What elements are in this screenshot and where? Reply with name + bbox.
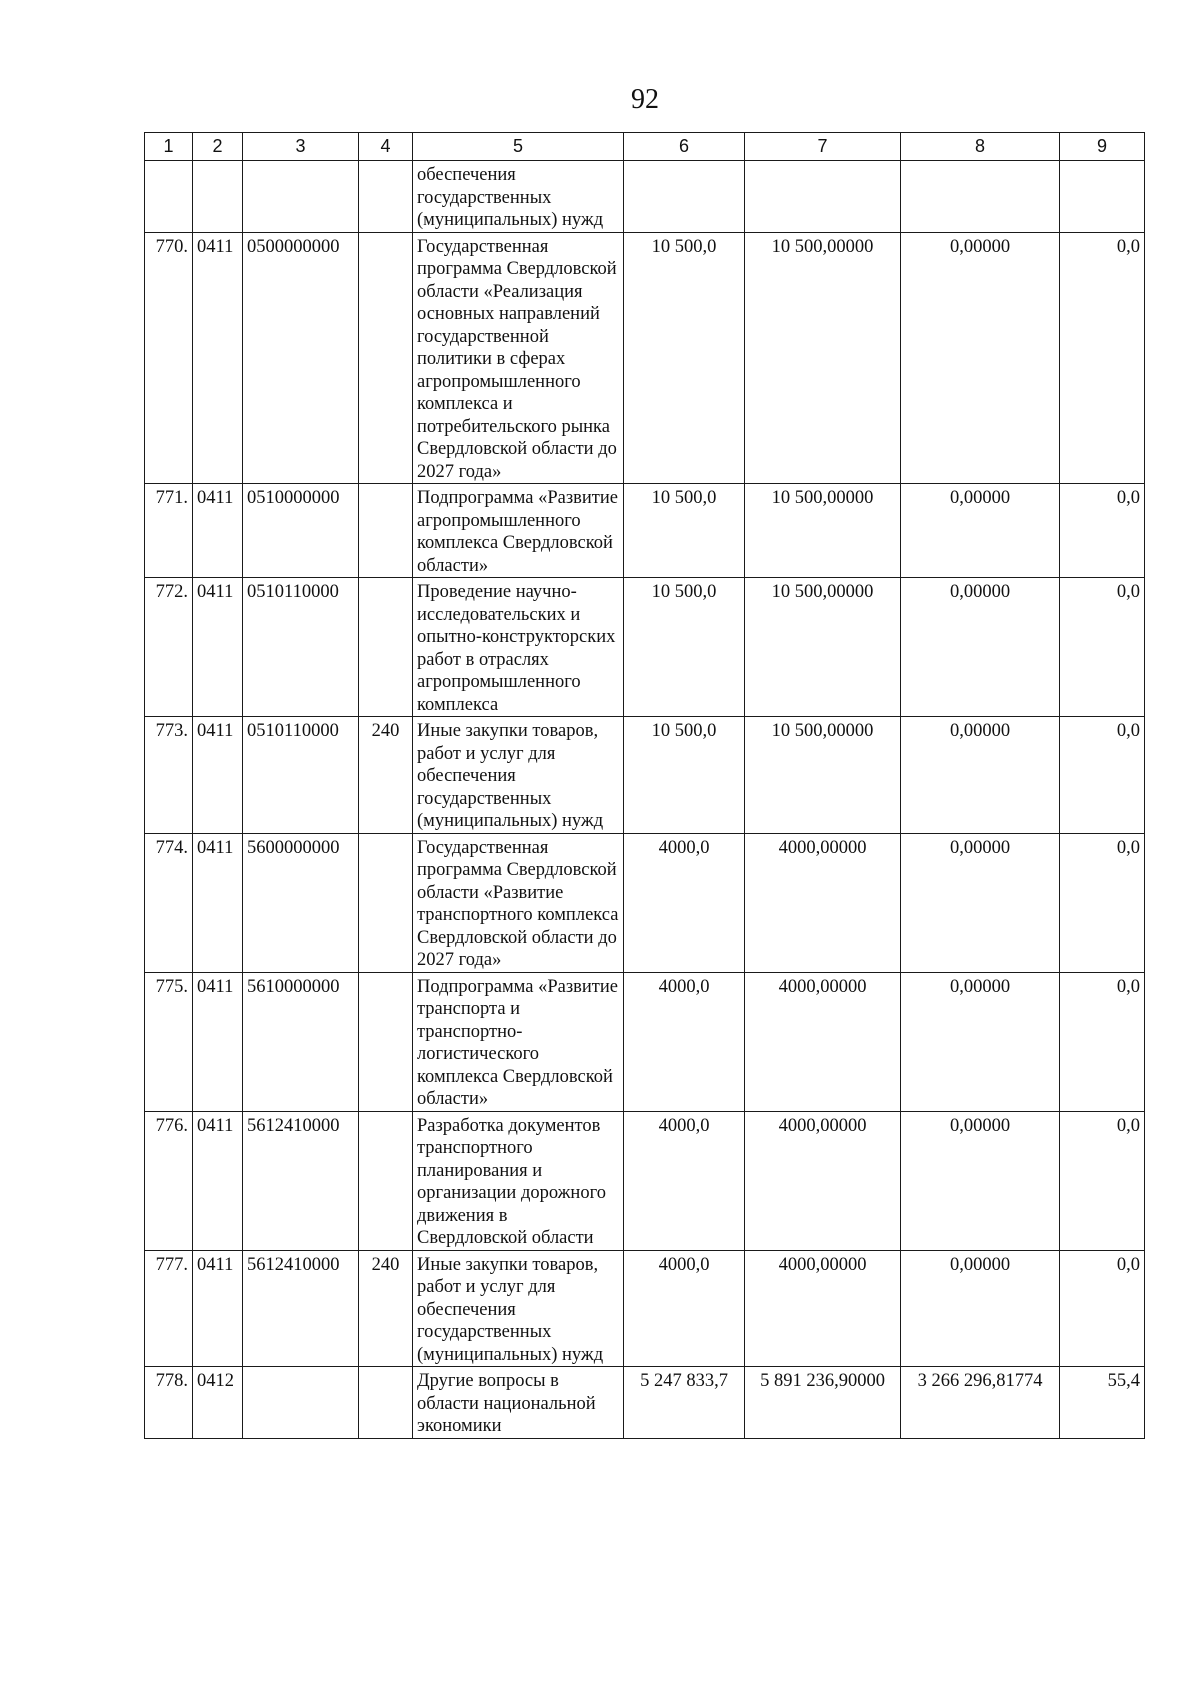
executed-amount: 0,00000 bbox=[901, 1111, 1060, 1250]
item-name: Подпрограмма «Развитие агропромышленного комплекса Свердловской области» bbox=[413, 484, 624, 578]
execution-percent bbox=[1060, 161, 1145, 233]
execution-percent: 0,0 bbox=[1060, 717, 1145, 834]
plan-amount bbox=[624, 161, 745, 233]
item-name: Государственная программа Свердловской области «Реализация основных направлений государственной политики в сферах агропромышленного комплекса и потребительского рынка Свердловской области до 2027 года» bbox=[413, 232, 624, 484]
approved-amount: 10 500,00000 bbox=[745, 484, 901, 578]
section-code: 0411 bbox=[193, 484, 243, 578]
section-code: 0411 bbox=[193, 1111, 243, 1250]
row-number: 773. bbox=[145, 717, 193, 834]
approved-amount: 4000,00000 bbox=[745, 1250, 901, 1367]
item-name: Подпрограмма «Развитие транспорта и транспортно-логистического комплекса Свердловской области» bbox=[413, 972, 624, 1111]
executed-amount: 3 266 296,81774 bbox=[901, 1367, 1060, 1439]
table-row bbox=[145, 1367, 1145, 1439]
plan-amount: 4000,0 bbox=[624, 972, 745, 1111]
execution-percent: 0,0 bbox=[1060, 1250, 1145, 1367]
expense-type-code bbox=[359, 972, 413, 1111]
plan-amount: 4000,0 bbox=[624, 833, 745, 972]
section-code: 0411 bbox=[193, 972, 243, 1111]
target-article-code: 0510110000 bbox=[243, 717, 359, 834]
expense-type-code bbox=[359, 1111, 413, 1250]
executed-amount: 0,00000 bbox=[901, 717, 1060, 834]
executed-amount: 0,00000 bbox=[901, 833, 1060, 972]
item-name: Иные закупки товаров, работ и услуг для обеспечения государственных (муниципальных) нужд bbox=[413, 717, 624, 834]
item-name: Разработка документов транспортного планирования и организации дорожного движения в Свердловской области bbox=[413, 1111, 624, 1250]
execution-percent: 55,4 bbox=[1060, 1367, 1145, 1439]
item-name: Другие вопросы в области национальной экономики bbox=[413, 1367, 624, 1439]
executed-amount: 0,00000 bbox=[901, 578, 1060, 717]
column-header: 1 bbox=[145, 133, 193, 161]
plan-amount: 10 500,0 bbox=[624, 717, 745, 834]
expense-type-code bbox=[359, 161, 413, 233]
column-header: 3 bbox=[243, 133, 359, 161]
plan-amount: 10 500,0 bbox=[624, 578, 745, 717]
column-header: 4 bbox=[359, 133, 413, 161]
item-name: Проведение научно-исследовательских и опытно-конструкторских работ в отраслях агропромышленного комплекса bbox=[413, 578, 624, 717]
executed-amount: 0,00000 bbox=[901, 484, 1060, 578]
expense-type-code bbox=[359, 484, 413, 578]
row-number: 771. bbox=[145, 484, 193, 578]
table-row bbox=[145, 232, 1145, 484]
row-number bbox=[145, 161, 193, 233]
target-article-code: 0510000000 bbox=[243, 484, 359, 578]
column-header: 5 bbox=[413, 133, 624, 161]
section-code: 0411 bbox=[193, 717, 243, 834]
table-row bbox=[145, 833, 1145, 972]
table-row bbox=[145, 972, 1145, 1111]
column-header: 8 bbox=[901, 133, 1060, 161]
approved-amount: 10 500,00000 bbox=[745, 578, 901, 717]
approved-amount: 4000,00000 bbox=[745, 1111, 901, 1250]
table-row bbox=[145, 161, 1145, 233]
target-article-code: 5612410000 bbox=[243, 1250, 359, 1367]
table-row bbox=[145, 1250, 1145, 1367]
target-article-code: 0500000000 bbox=[243, 232, 359, 484]
target-article-code: 0510110000 bbox=[243, 578, 359, 717]
target-article-code bbox=[243, 1367, 359, 1439]
section-code: 0411 bbox=[193, 1250, 243, 1367]
approved-amount: 4000,00000 bbox=[745, 833, 901, 972]
page-number: 92 bbox=[631, 84, 659, 115]
plan-amount: 10 500,0 bbox=[624, 232, 745, 484]
section-code: 0411 bbox=[193, 232, 243, 484]
section-code bbox=[193, 161, 243, 233]
approved-amount: 10 500,00000 bbox=[745, 232, 901, 484]
row-number: 774. bbox=[145, 833, 193, 972]
expense-type-code bbox=[359, 578, 413, 717]
item-name: Государственная программа Свердловской области «Развитие транспортного комплекса Свердловской области до 2027 года» bbox=[413, 833, 624, 972]
target-article-code: 5612410000 bbox=[243, 1111, 359, 1250]
execution-percent: 0,0 bbox=[1060, 232, 1145, 484]
section-code: 0411 bbox=[193, 833, 243, 972]
item-name: Иные закупки товаров, работ и услуг для обеспечения государственных (муниципальных) нужд bbox=[413, 1250, 624, 1367]
execution-percent: 0,0 bbox=[1060, 972, 1145, 1111]
approved-amount: 5 891 236,90000 bbox=[745, 1367, 901, 1439]
executed-amount: 0,00000 bbox=[901, 232, 1060, 484]
column-header: 9 bbox=[1060, 133, 1145, 161]
item-name: обеспечения государственных (муниципальных) нужд bbox=[413, 161, 624, 233]
execution-percent: 0,0 bbox=[1060, 484, 1145, 578]
section-code: 0411 bbox=[193, 578, 243, 717]
execution-percent: 0,0 bbox=[1060, 1111, 1145, 1250]
column-header: 7 bbox=[745, 133, 901, 161]
executed-amount: 0,00000 bbox=[901, 972, 1060, 1111]
executed-amount bbox=[901, 161, 1060, 233]
execution-percent: 0,0 bbox=[1060, 833, 1145, 972]
table-row bbox=[145, 484, 1145, 578]
column-header: 6 bbox=[624, 133, 745, 161]
row-number: 772. bbox=[145, 578, 193, 717]
expense-type-code bbox=[359, 833, 413, 972]
plan-amount: 5 247 833,7 bbox=[624, 1367, 745, 1439]
target-article-code: 5600000000 bbox=[243, 833, 359, 972]
table-row bbox=[145, 578, 1145, 717]
budget-table bbox=[144, 132, 1145, 1439]
executed-amount: 0,00000 bbox=[901, 1250, 1060, 1367]
approved-amount: 10 500,00000 bbox=[745, 717, 901, 834]
table-row bbox=[145, 1111, 1145, 1250]
expense-type-code: 240 bbox=[359, 1250, 413, 1367]
expense-type-code bbox=[359, 232, 413, 484]
execution-percent: 0,0 bbox=[1060, 578, 1145, 717]
target-article-code bbox=[243, 161, 359, 233]
row-number: 775. bbox=[145, 972, 193, 1111]
approved-amount: 4000,00000 bbox=[745, 972, 901, 1111]
expense-type-code bbox=[359, 1367, 413, 1439]
row-number: 776. bbox=[145, 1111, 193, 1250]
row-number: 770. bbox=[145, 232, 193, 484]
approved-amount bbox=[745, 161, 901, 233]
plan-amount: 4000,0 bbox=[624, 1111, 745, 1250]
plan-amount: 4000,0 bbox=[624, 1250, 745, 1367]
table-header-row bbox=[145, 133, 1145, 161]
row-number: 777. bbox=[145, 1250, 193, 1367]
target-article-code: 5610000000 bbox=[243, 972, 359, 1111]
plan-amount: 10 500,0 bbox=[624, 484, 745, 578]
expense-type-code: 240 bbox=[359, 717, 413, 834]
row-number: 778. bbox=[145, 1367, 193, 1439]
section-code: 0412 bbox=[193, 1367, 243, 1439]
table-row bbox=[145, 717, 1145, 834]
column-header: 2 bbox=[193, 133, 243, 161]
